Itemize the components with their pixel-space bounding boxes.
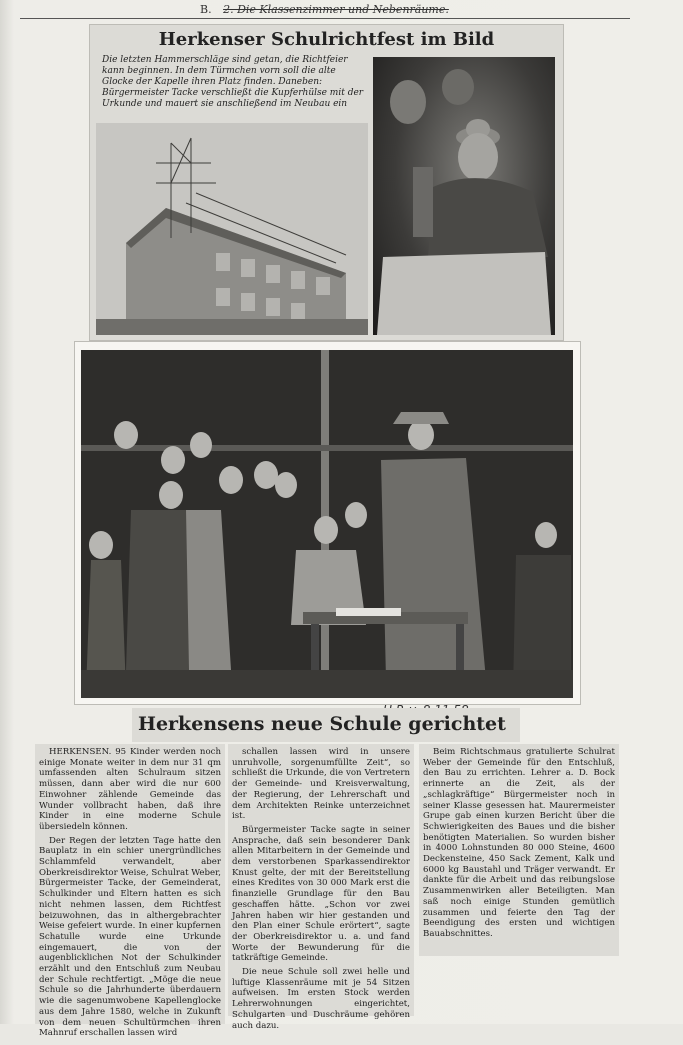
paragraph: Der Regen der letzten Tage hatte den Bauplatz in ein schier unergründliches Schlammfeld verwandelt, aber Oberkreisdirektor Weise, Schulrat Weber, Bürgermeister Tacke, der Gemeinderat, Schulkinder und Eltern hatten es sich nicht nehmen lassen, dem Richtfest beizuwohnen, das in althergebrachter Weise gefeiert wurde. In einer kupfernen Schatulle wurde eine Urkunde eingemauert, die von der augenblicklichen Not der Schulkinder erzählt und den Entschluß zum Neubau der Schule rechtfertigt. „Möge die neue Schule so die Jahrhunderte überdauern wie die sagenumwobene Kapellenglocke aus dem Jahre 1580, welche in Zukunft von dem neuen Schultürmchen ihren Mahnruf erschallen lassen wird xyxy=(39,835,221,1039)
clipping-title: Herkenser Schulrichtfest im Bild xyxy=(158,29,495,50)
children-at-topping-out-photo xyxy=(81,350,573,698)
paragraph: HERKENSEN. 95 Kinder werden noch einige Monate weiter in dem nur 31 qm umfassenden alten Schulraum sitzen müssen, dann aber wird die nur 600 Einwohner zählende Gemeinde das Wunder vollbracht haben, daß ihre Kinder in eine moderne Schule übersiedeln können. xyxy=(39,747,221,832)
page-header xyxy=(200,3,449,16)
scaffold-illustration xyxy=(96,123,368,335)
section-marker: B. xyxy=(200,3,212,16)
crowd-illustration xyxy=(81,350,573,698)
article-headline: Herkensens neue Schule gerichtet xyxy=(138,713,506,735)
paragraph: Beim Richtschmaus gratulierte Schulrat Weber der Gemeinde für den Entschluß, den Bau zu errichten. Lehrer a. D. Bock erinnerte an die Zeit, als der „schlagkräftige“ Bürgermeister noch in seiner Klasse gesessen hat. Maurermeister Grupe gab einen kurzen Bericht über die Schwierigkeiten des Baues und die bisher benötigten Materialien. So wurden bisher in 4000 Lohnstunden 80 000 Steine, 4600 Deckensteine, 450 Sack Zement, Kalk und 6000 kg Baustahl und Träger verwandt. Er dankte für die Arbeit und das reibungslose Zusammenwirken aller Beteiligten. Man saß noch einige Stunden gemütlich zusammen und feierte den Tag der Beendigung des ersten und wichtigen Bauabschnittes. xyxy=(423,747,615,939)
article-column-3 xyxy=(419,744,619,956)
article-column-2 xyxy=(228,744,414,1031)
article-headline-strip xyxy=(132,708,520,742)
main-photo-clipping xyxy=(75,342,580,704)
header-rule xyxy=(20,18,630,19)
mayor-illustration xyxy=(373,57,555,335)
crossed-out-heading: 2. Die Klassenzimmer und Nebenräume. xyxy=(223,3,449,16)
top-newspaper-clipping xyxy=(90,25,563,340)
mayor-sealing-capsule-photo xyxy=(373,57,555,335)
paragraph: Die neue Schule soll zwei helle und luftige Klassenräume mit je 54 Sitzen aufweisen. Im ersten Stock werden Lehrerwohnungen eingerichtet, Schulgarten und Duschräume gehören auch dazu. xyxy=(232,967,410,1031)
clipping-caption: Die letzten Hammerschläge sind getan, die Richtfeier kann beginnen. In dem Türmchen vorn soll die alte Glocke der Kapelle ihren Platz finden. Daneben: Bürgermeister Tacke verschließt die Kupferhülse mit der Urkunde und mauert sie anschließend im Neubau ein xyxy=(102,55,364,109)
paragraph: Bürgermeister Tacke sagte in seiner Ansprache, daß sein besonderer Dank allen Mitarbeitern in der Gemeinde und dem verstorbenen Sparkassendirektor Knust gelte, der mit der Bereitstellung eines Kredites von 30 000 Mark erst die finanzielle Grundlage für den Bau geschaffen hätte. „Schon vor zwei Jahren haben wir hier gestanden und den Plan einer Schule erörtert“, sagte der Oberkreisdirektor u. a. und fand Worte der Bewunderung für die tatkräftige Gemeinde. xyxy=(232,824,410,964)
article-column-1 xyxy=(35,744,225,1039)
school-building-photo xyxy=(96,123,368,335)
paragraph: schallen lassen wird in unsere unruhvolle, sorgenumfüllte Zeit“, so schließt die Urkunde, die von Vertretern der Gemeinde- und Kreisverwaltung, der Regierung, der Lehrerschaft und dem Architekten Reinke unterzeichnet ist. xyxy=(232,747,410,822)
